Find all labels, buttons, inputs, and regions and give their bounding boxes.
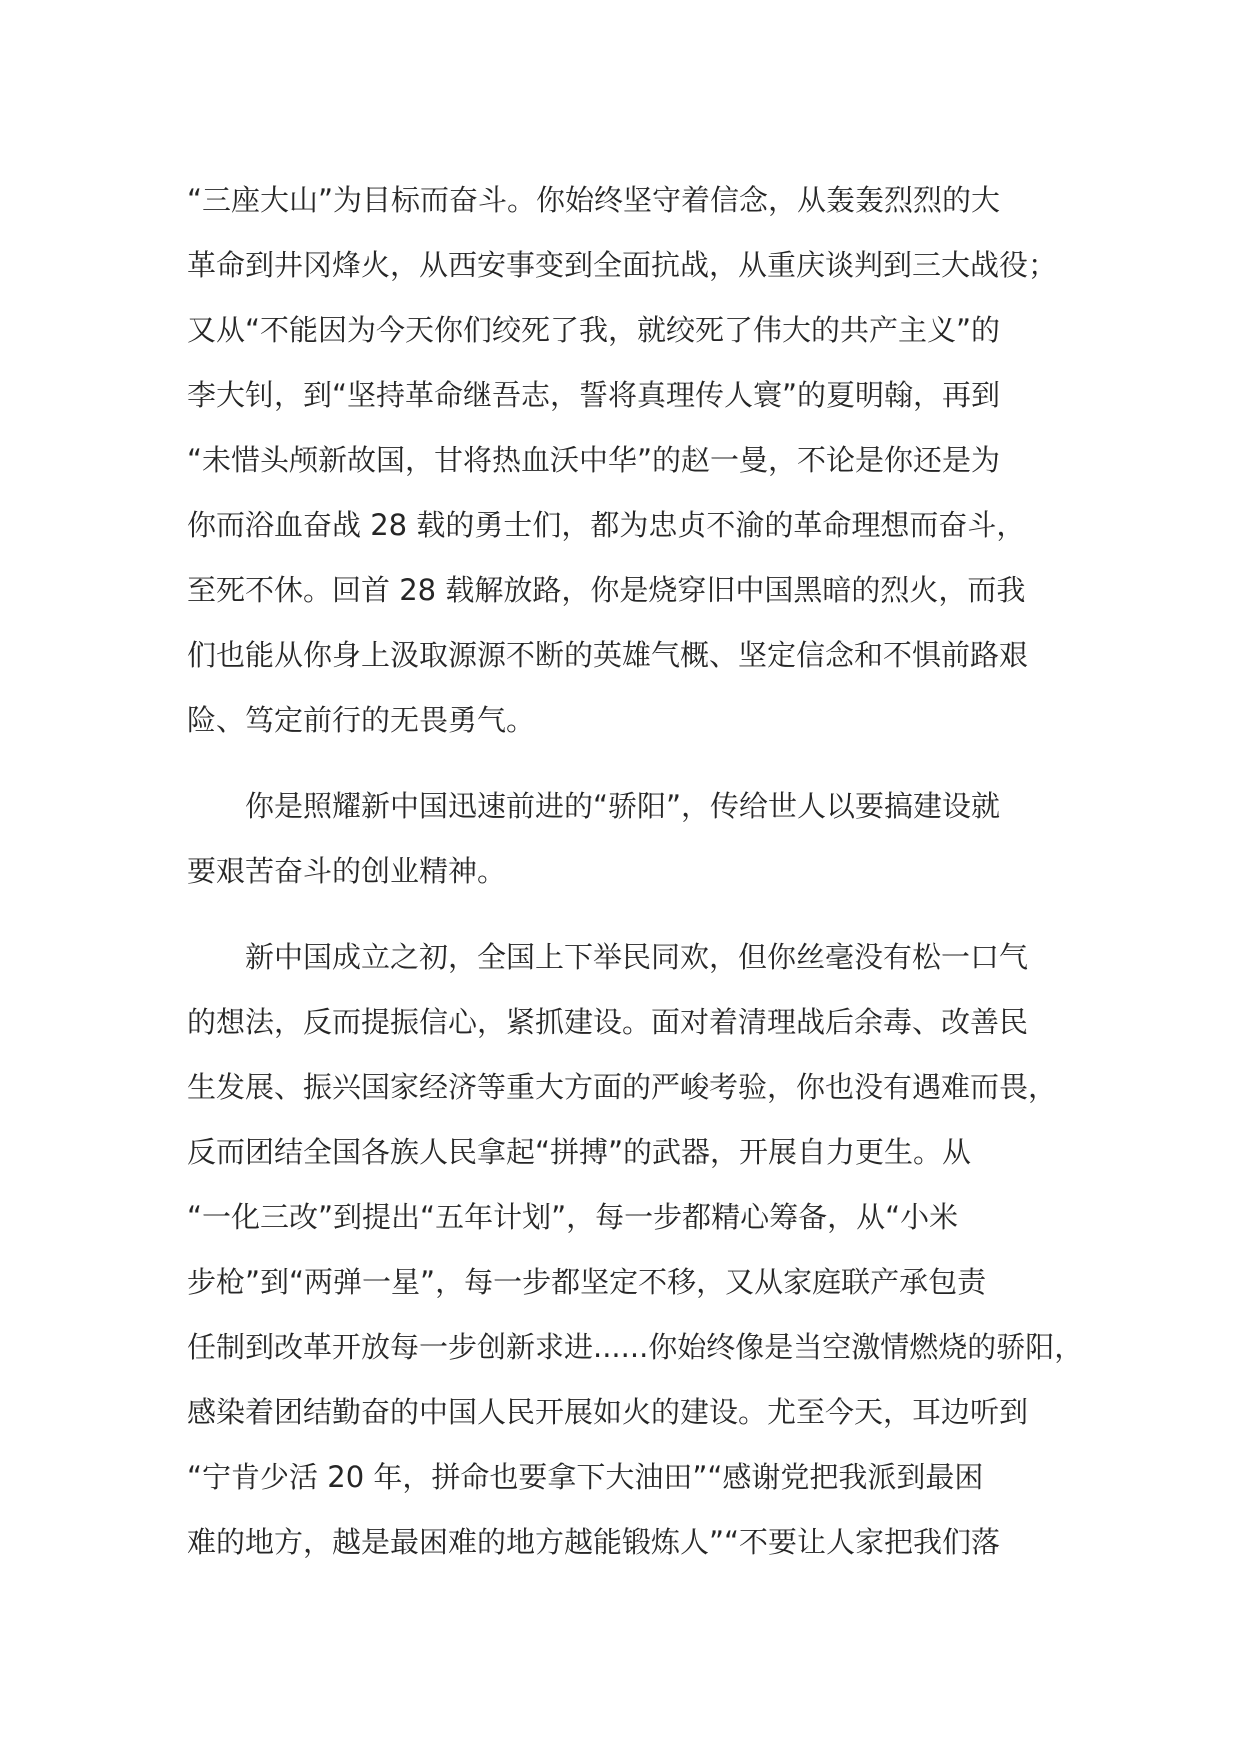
text-line: 们也能从你身上汲取源源不断的英雄气概、坚定信念和不惧前路艰 [187, 638, 1029, 672]
text-line: 又从“不能因为今天你们绞死了我，就绞死了伟大的共产主义”的 [187, 313, 1001, 347]
text-line: 险、笃定前行的无畏勇气。 [187, 703, 536, 737]
text-line: 李大钊，到“坚持革命继吾志，誓将真理传人寰”的夏明翰，再到 [187, 378, 1001, 412]
text-line: 步枪”到“两弹一星”，每一步都坚定不移，又从家庭联产承包责 [187, 1265, 987, 1299]
text-line: 新中国成立之初，全国上下举民同欢，但你丝毫没有松一口气 [187, 940, 1029, 974]
text-line: 反而团结全国各族人民拿起“拼搏”的武器，开展自力更生。从 [187, 1135, 972, 1169]
text-line: 要艰苦奋斗的创业精神。 [187, 854, 507, 888]
text-line: 至死不休。回首 28 载解放路，你是烧穿旧中国黑暗的烈火，而我 [187, 573, 1026, 607]
text-line: 革命到井冈烽火，从西安事变到全面抗战，从重庆谈判到三大战役； [187, 248, 1058, 282]
text-line: 你而浴血奋战 28 载的勇士们，都为忠贞不渝的革命理想而奋斗， [187, 508, 1026, 542]
body-text [187, 168, 1087, 1575]
text-line: 任制到改革开放每一步创新求进......你始终像是当空激情燃烧的骄阳， [187, 1330, 1084, 1364]
text-line: 难的地方，越是最困难的地方越能锻炼人”“不要让人家把我们落 [187, 1525, 1001, 1559]
text-line: “宁肯少活 20 年，拼命也要拿下大油田”“感谢党把我派到最困 [187, 1460, 984, 1494]
text-line: 感染着团结勤奋的中国人民开展如火的建设。尤至今天，耳边听到 [187, 1395, 1029, 1429]
text-line: “一化三改”到提出“五年计划”，每一步都精心筹备，从“小米 [187, 1200, 959, 1234]
text-line: “三座大山”为目标而奋斗。你始终坚守着信念，从轰轰烈烈的大 [187, 183, 1001, 217]
paragraph-gap [187, 904, 1087, 925]
text-line: 的想法，反而提振信心，紧抓建设。面对着清理战后余毒、改善民 [187, 1005, 1029, 1039]
text-line: 你是照耀新中国迅速前进的“骄阳”，传给世人以要搞建设就 [187, 789, 1001, 823]
text-line: “未惜头颅新故国，甘将热血沃中华”的赵一曼，不论是你还是为 [187, 443, 1001, 477]
text-line: 生发展、振兴国家经济等重大方面的严峻考验，你也没有遇难而畏， [187, 1070, 1058, 1104]
paragraph-gap [187, 753, 1087, 774]
